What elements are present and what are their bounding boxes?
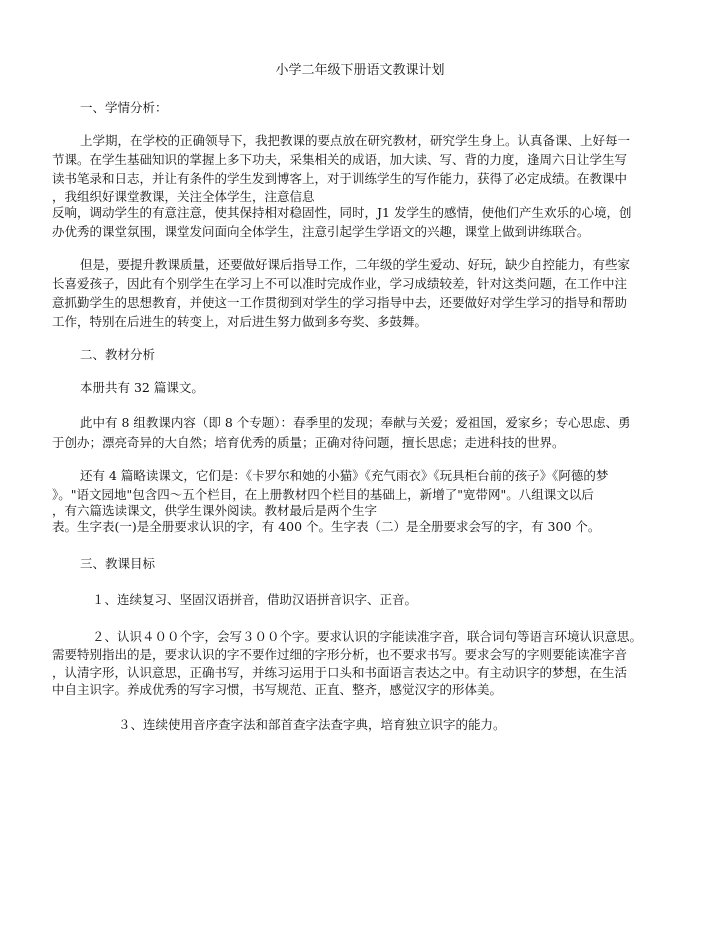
document-title: 小学二年级下册语文教课计划 (275, 63, 445, 78)
goal-item-3: ３、连续使用音序查字法和部首查字法查字典，培育独立识字的能力。 (118, 717, 506, 732)
section-heading-student-analysis: 一、学情分析： (80, 100, 168, 115)
paragraph-line: 于创办；漂亮奇异的大自然；培育优秀的质量；正确对待问题，擅长思虑；走进科技的世界。 (52, 435, 565, 450)
paragraph-line: 但是，要提升教课质量，还要做好课后指导工作，二年级的学生爱动、好玩，缺少自控能力，有些家 (80, 257, 631, 272)
paragraph-line: 》。"语文园地"包含四～五个栏目，在上册教材四个栏目的基础上，新增了"宽带网"。八组课文以后 (52, 487, 594, 502)
paragraph-line: ，有六篇选读课文，供学生课外阅读。教材最后是两个生字 (52, 503, 378, 518)
paragraph-line: 反响，调动学生的有意注意，使其保持相对稳固性，同时，J1 发学生的感情，使他们产生欢乐的心境，创 (52, 205, 632, 220)
paragraph-line: 节课。在学生基础知识的掌握上多下功夫，采集相关的成语，加大读、写、背的力度，逢周六日让学生写 (52, 152, 628, 167)
paragraph-line: 读书笔录和日志，并让有条件的学生发到博客上，对于训练学生的写作能力，获得了必定成绩。在教课中 (52, 171, 628, 186)
section-heading-teaching-goals: 三、教课目标 (80, 556, 156, 571)
paragraph-line: 长喜爱孩子，因此有个别学生在学习上不可以准时完成作业，学习成绩较差，针对这类问题，在工作中注 (52, 276, 628, 291)
paragraph-line: 上学期，在学校的正确领导下，我把教课的要点放在研究教材，研究学生身上。认真备课、上好每一 (80, 133, 631, 148)
paragraph-line: 中自主识字。养成优秀的写字习惯，书写规范、正直、整齐，感觉汉字的形体美。 (52, 682, 503, 697)
paragraph-line: 此中有 8 组教课内容（即 8 个专题）：春季里的发现；奉献与关爱；爱祖国，爱家乡；专心思虑、勇 (80, 415, 631, 430)
paragraph-line: 需要特别指出的是，要求认识的字不要作过细的字形分析，也不要求书写。要求会写的字则要能读准字音 (52, 647, 628, 662)
paragraph-line: ，我组织好课堂教课，关注全体学生，注意信息 (52, 189, 315, 204)
paragraph-line: 还有 4 篇略读课文，它们是：《卡罗尔和她的小猫》《充气雨衣》《玩具柜台前的孩子》《阿德的梦 (80, 468, 609, 483)
paragraph-line: ，认清字形，认识意思，正确书写，并练习运用于口头和书面语言表达之中。有主动识字的梦想，在生活 (52, 665, 628, 680)
section-heading-material-analysis: 二、教材分析 (80, 347, 156, 362)
paragraph-line: 工作，特别在后进生的转变上，对后进生努力做到多夸奖、多鼓舞。 (52, 314, 428, 329)
paragraph-line: 意抓勤学生的思想教育，并使这一工作贯彻到对学生的学习指导中去，还要做好对学生学习的指导和帮助 (52, 295, 628, 310)
paragraph-line: 本册共有 32 篇课文。 (80, 380, 204, 395)
paragraph-line: 表。生字表(一)是全册要求认识的字，有 400 个。生字表（二）是全册要求会写的字，有 300 个。 (52, 519, 601, 534)
goal-item-1: １、连续复习、坚固汉语拼音，借助汉语拼音识字、正音。 (92, 592, 418, 607)
paragraph-line: 办优秀的课堂氛围，课堂发问面向全体学生，注意引起学生学语文的兴趣，课堂上做到讲练联合。 (52, 224, 590, 239)
goal-item-2: ２、认识４００个字，会写３００个字。要求认识的字能读准字音，联合词句等语言环境认识意思。 (92, 629, 643, 644)
